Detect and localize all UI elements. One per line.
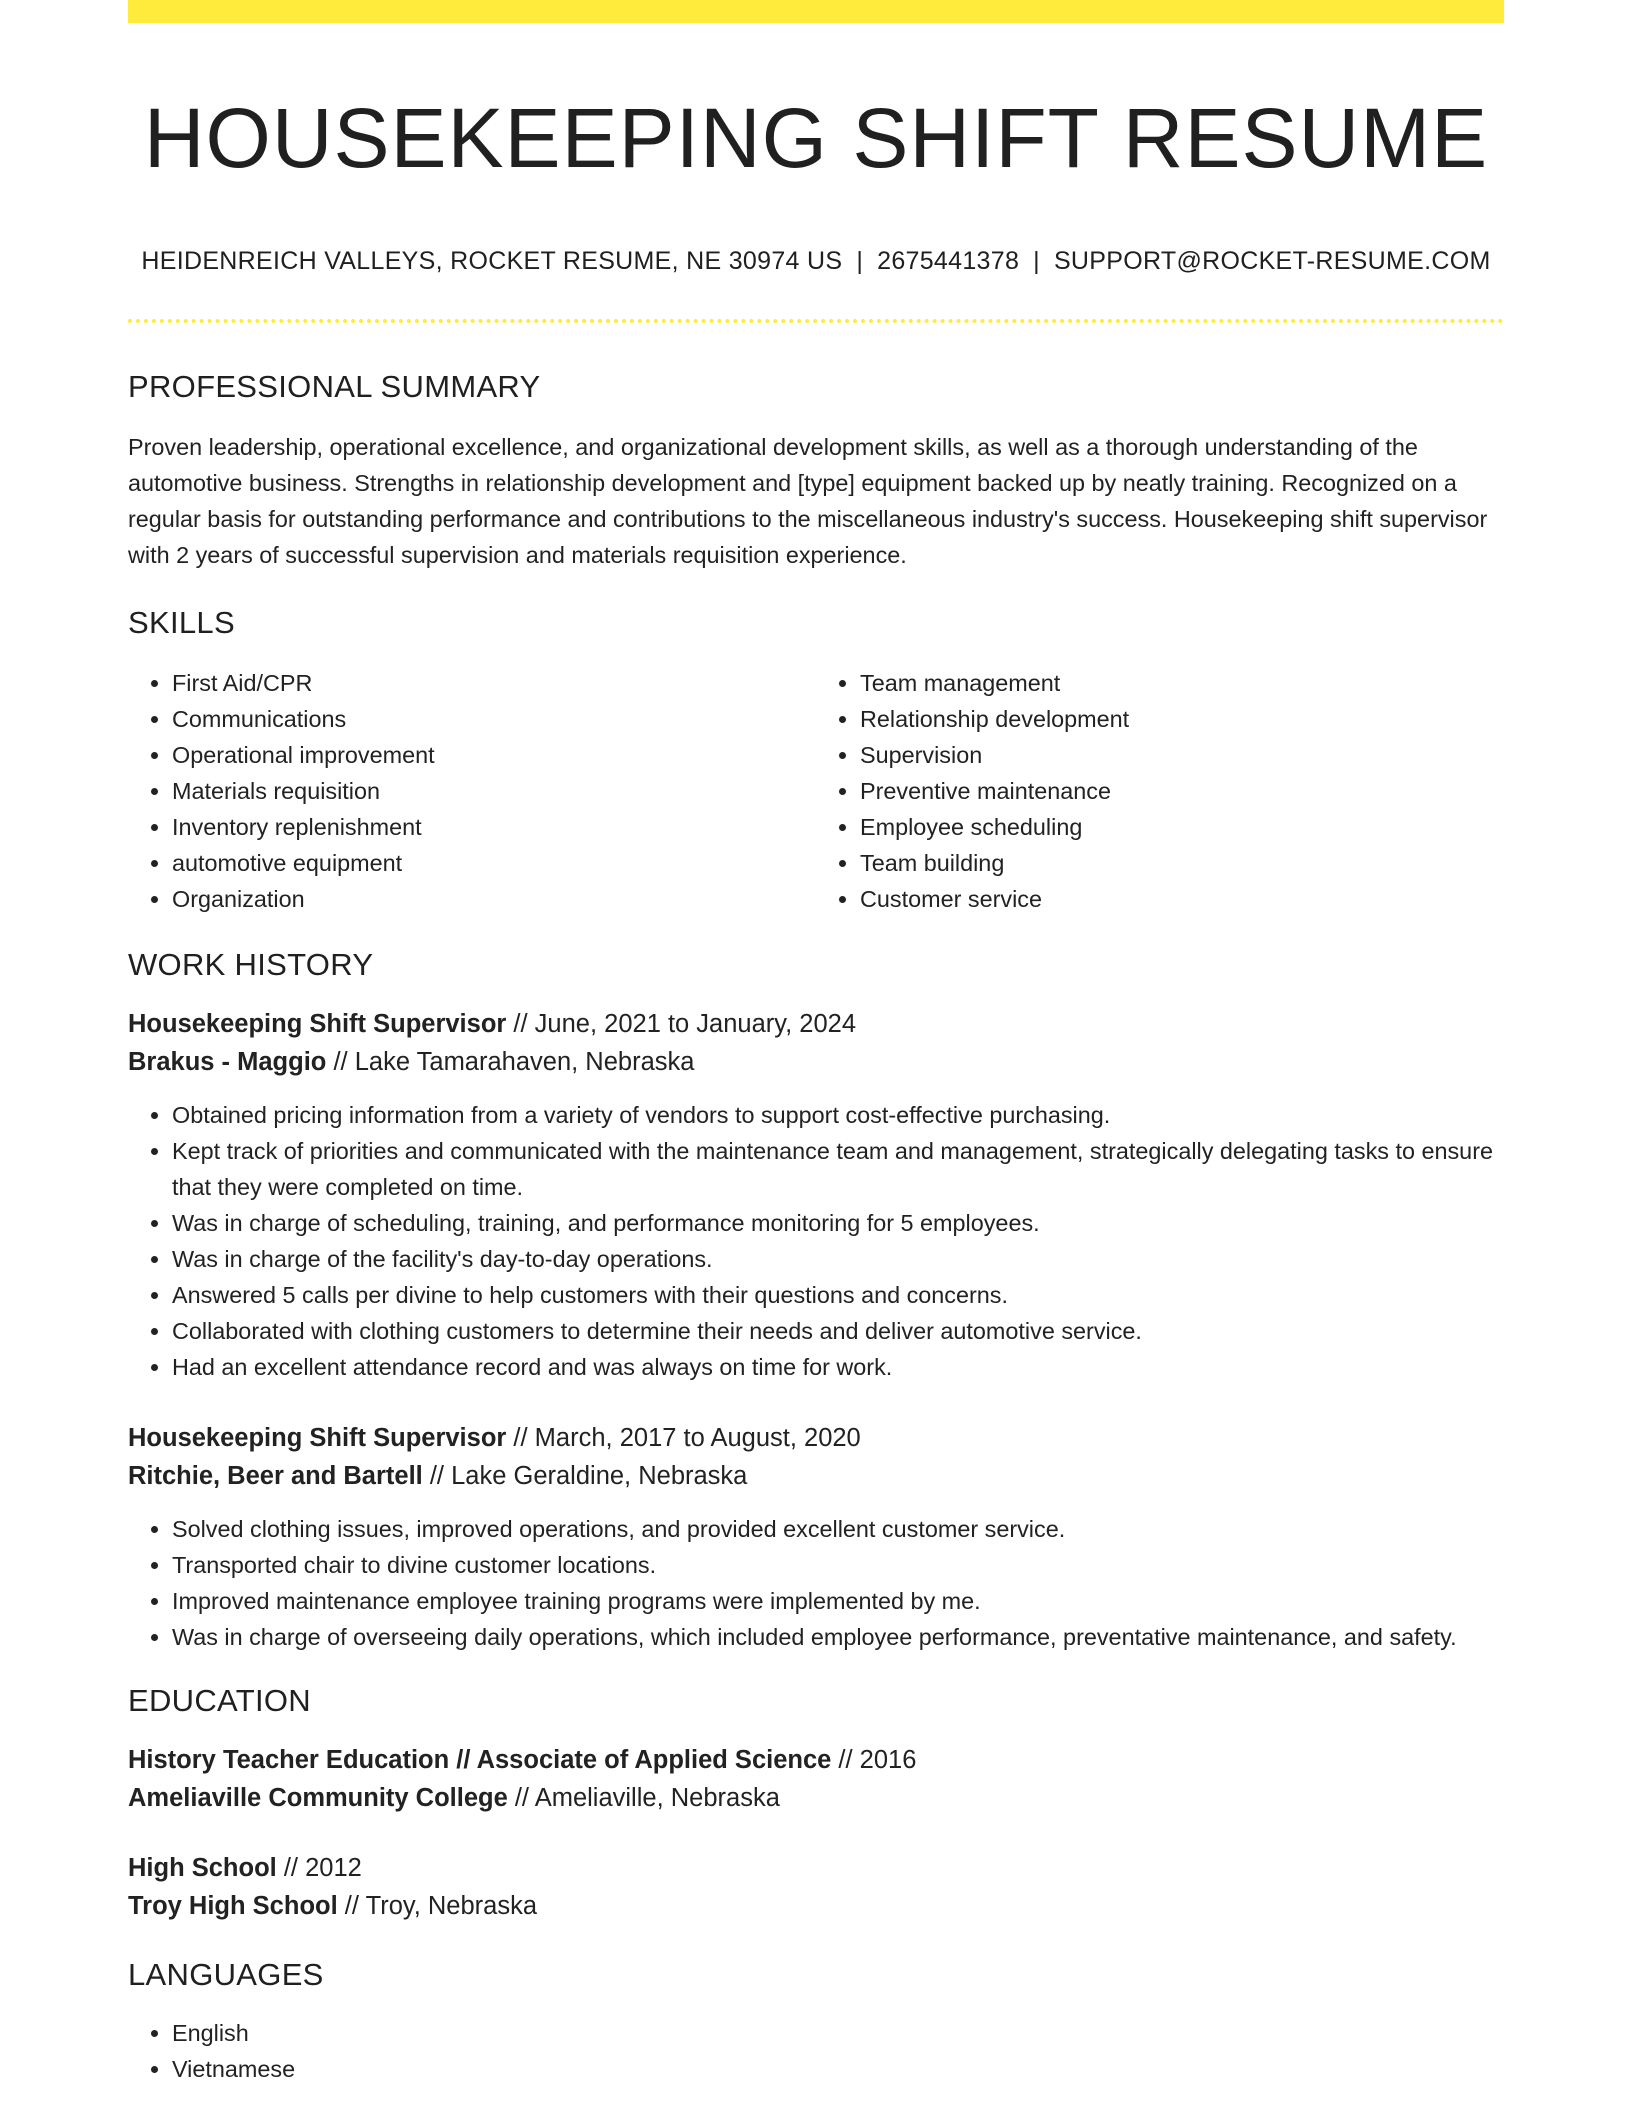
- job-bullet: • Transported chair to divine customer locations.: [172, 1547, 1504, 1583]
- accent-bar: [128, 0, 1504, 23]
- job-bullet: • Collaborated with clothing customers to determine their needs and deliver automotive service.: [172, 1313, 1504, 1349]
- job-bullet: • Improved maintenance employee training programs were implemented by me.: [172, 1583, 1504, 1619]
- skill-item: • Relationship development: [860, 701, 1504, 737]
- job-location: // Lake Geraldine, Nebraska: [422, 1462, 748, 1490]
- education-heading: EDUCATION: [128, 1683, 311, 1718]
- job-bullet: • Solved clothing issues, improved operations, and provided excellent customer service.: [172, 1511, 1504, 1547]
- spacer: [128, 1385, 1504, 1419]
- skills-list-right: [816, 665, 1504, 917]
- skill-item: • Preventive maintenance: [860, 773, 1504, 809]
- job-bullets: [128, 1511, 1504, 1655]
- skills-columns: [128, 665, 1504, 917]
- job-company: Ritchie, Beer and Bartell: [128, 1462, 423, 1490]
- education-entry: [128, 1849, 1504, 1925]
- skill-item: • Employee scheduling: [860, 809, 1504, 845]
- degree: High School: [128, 1854, 277, 1882]
- language-item: • Vietnamese: [172, 2051, 1504, 2087]
- dotted-divider: [128, 319, 1504, 323]
- resume-page: [128, 0, 1504, 2087]
- skill-item: • Team building: [860, 845, 1504, 881]
- job-bullet: • Was in charge of overseeing daily operations, which included employee performance, preventative maintenance, and safety.: [172, 1619, 1504, 1655]
- languages-heading: LANGUAGES: [128, 1957, 324, 1992]
- separator: |: [856, 247, 864, 275]
- skill-item: • First Aid/CPR: [172, 665, 816, 701]
- job-bullet: • Answered 5 calls per divine to help customers with their questions and concerns.: [172, 1277, 1504, 1313]
- job-bullet: • Was in charge of the facility's day-to-day operations.: [172, 1241, 1504, 1277]
- school-line: [128, 1887, 1504, 1925]
- languages-list: [128, 2015, 1504, 2087]
- job-company: Brakus - Maggio: [128, 1048, 327, 1076]
- degree-line: [128, 1741, 1504, 1779]
- degree-line: [128, 1849, 1504, 1887]
- job-title: Housekeeping Shift Supervisor: [128, 1010, 507, 1038]
- job-title-line: [128, 1419, 1504, 1457]
- job-bullet: • Was in charge of scheduling, training, and performance monitoring for 5 employees.: [172, 1205, 1504, 1241]
- skills-list-left: [128, 665, 816, 917]
- job-entry: [128, 1419, 1504, 1655]
- skill-item: • Customer service: [860, 881, 1504, 917]
- skill-item: • Organization: [172, 881, 816, 917]
- skill-item: • Operational improvement: [172, 737, 816, 773]
- contact-line: [128, 245, 1504, 277]
- job-dates: // March, 2017 to August, 2020: [506, 1424, 861, 1452]
- job-bullet: • Obtained pricing information from a variety of vendors to support cost-effective purchasing.: [172, 1097, 1504, 1133]
- resume-title: HOUSEKEEPING SHIFT RESUME: [143, 91, 1489, 185]
- school-line: [128, 1779, 1504, 1817]
- skills-heading: SKILLS: [128, 605, 235, 640]
- school-location: // Ameliaville, Nebraska: [507, 1784, 780, 1812]
- work-history-heading: WORK HISTORY: [128, 947, 374, 982]
- education-year: // 2016: [831, 1746, 917, 1774]
- skill-item: • Communications: [172, 701, 816, 737]
- phone: 2675441378: [877, 247, 1020, 275]
- address: HEIDENREICH VALLEYS, ROCKET RESUME, NE 30974 US: [141, 247, 843, 275]
- summary-heading: PROFESSIONAL SUMMARY: [128, 369, 541, 404]
- job-dates: // June, 2021 to January, 2024: [506, 1010, 857, 1038]
- school-location: // Troy, Nebraska: [337, 1892, 538, 1920]
- job-entry: [128, 1005, 1504, 1385]
- skill-item: • Materials requisition: [172, 773, 816, 809]
- education-entry: [128, 1741, 1504, 1817]
- degree: History Teacher Education // Associate of Applied Science: [128, 1746, 832, 1774]
- education-year: // 2012: [276, 1854, 362, 1882]
- summary-text: Proven leadership, operational excellence, and organizational development skills, as well as a thorough understanding of the automotive business. Strengths in relationship development and [type] equipment backed up by neatly training. Recognized on a regular basis for outstanding performance and contributions to the miscellaneous industry's success. Housekeeping shift supervisor with 2 years of successful supervision and materials requisition experience.: [128, 434, 1488, 568]
- language-item: • English: [172, 2015, 1504, 2051]
- separator: |: [1033, 247, 1040, 275]
- skill-item: • Inventory replenishment: [172, 809, 816, 845]
- job-title: Housekeeping Shift Supervisor: [128, 1424, 507, 1452]
- email: SUPPORT@ROCKET-RESUME.COM: [1053, 247, 1491, 275]
- job-location: // Lake Tamarahaven, Nebraska: [326, 1048, 695, 1076]
- job-company-line: [128, 1457, 1504, 1495]
- job-bullet: • Had an excellent attendance record and was always on time for work.: [172, 1349, 1504, 1385]
- job-bullet: • Kept track of priorities and communicated with the maintenance team and management, strategically delegating tasks to ensure that they were completed on time.: [172, 1133, 1504, 1205]
- school: Troy High School: [128, 1892, 338, 1920]
- skill-item: • Supervision: [860, 737, 1504, 773]
- school: Ameliaville Community College: [128, 1784, 508, 1812]
- job-bullets: [128, 1097, 1504, 1385]
- skill-item: • automotive equipment: [172, 845, 816, 881]
- job-title-line: [128, 1005, 1504, 1043]
- job-company-line: [128, 1043, 1504, 1081]
- skill-item: • Team management: [860, 665, 1504, 701]
